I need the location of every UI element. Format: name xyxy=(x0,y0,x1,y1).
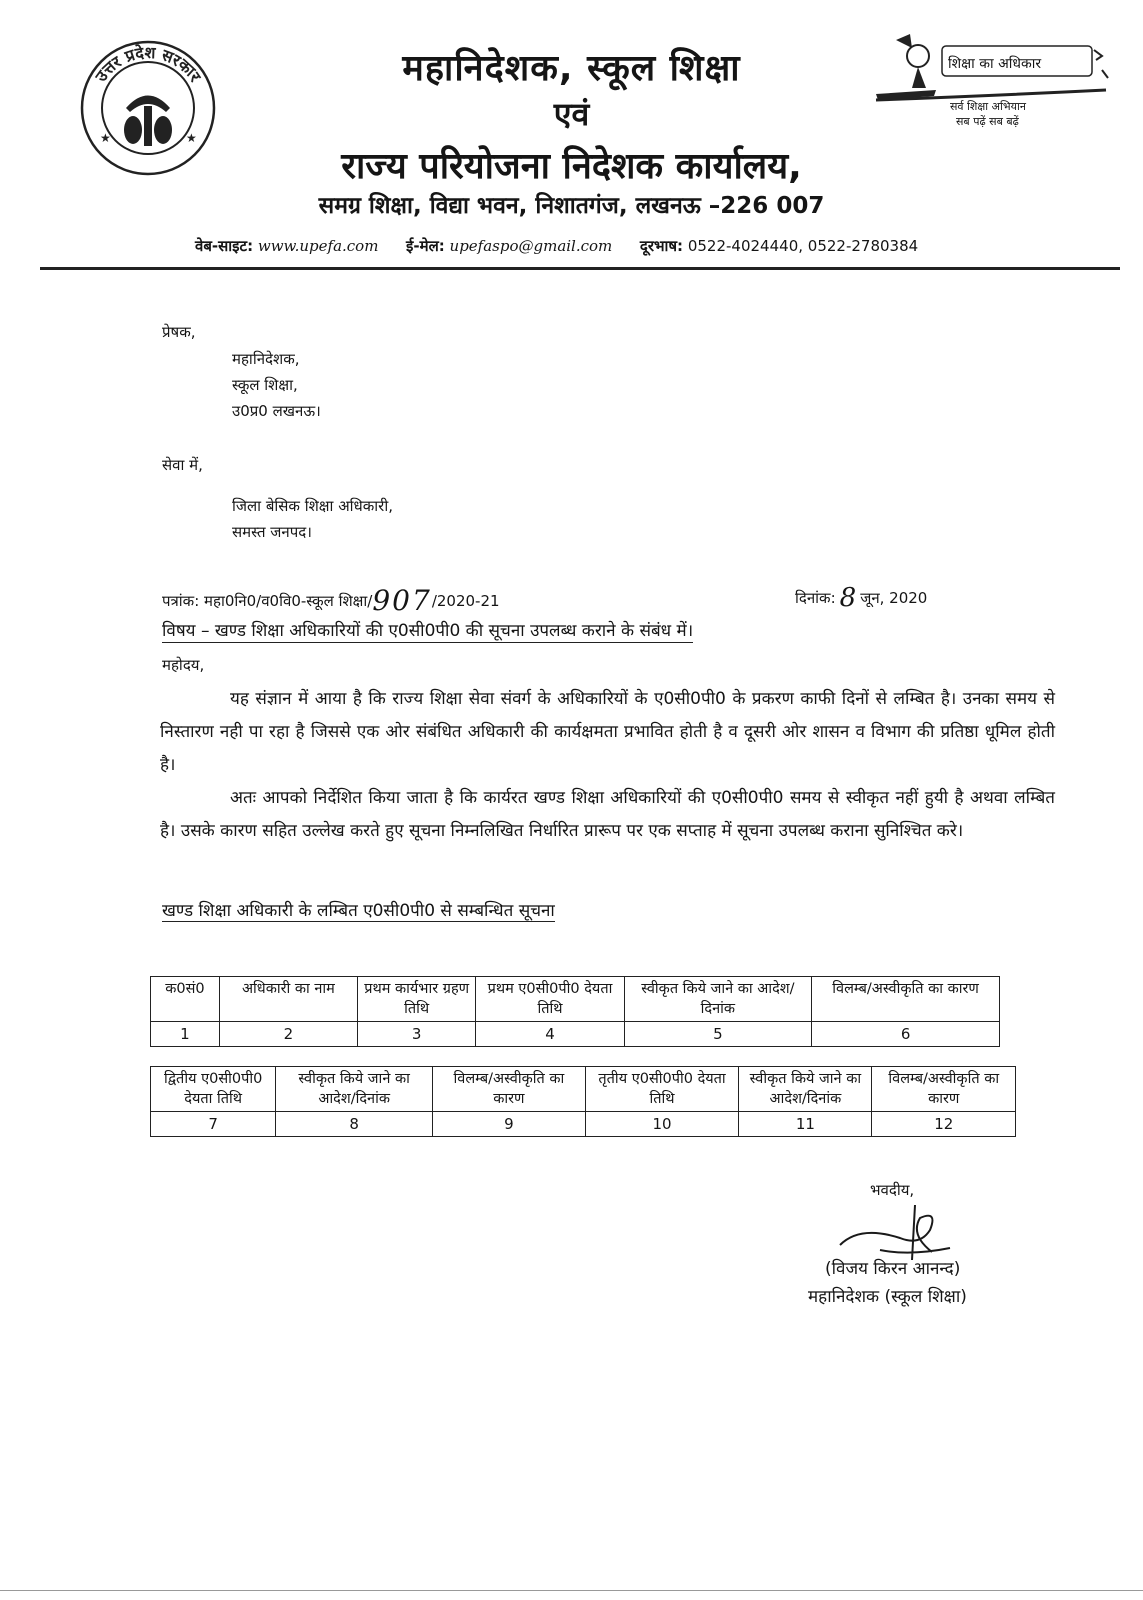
table-header-cell: विलम्ब/अस्वीकृति का कारण xyxy=(812,977,1000,1022)
email-link[interactable]: upefaspo@gmail.com xyxy=(449,237,613,255)
table-header-cell: अधिकारी का नाम xyxy=(219,977,357,1022)
svg-text:★: ★ xyxy=(100,131,111,145)
sender-line2: स्कूल शिक्षा, xyxy=(232,376,298,394)
recipient-label: सेवा में, xyxy=(162,456,203,474)
patrank-prefix: महा0नि0/व0वि0-स्कूल शिक्षा/ xyxy=(204,592,373,610)
email-label: ई-मेल: xyxy=(406,237,445,255)
table-number-row xyxy=(151,1112,1016,1137)
table-header-cell: द्वितीय ए0सी0पी0 देयता तिथि xyxy=(151,1067,276,1112)
sender-label: प्रेषक, xyxy=(162,323,196,341)
table-cell: 9 xyxy=(432,1112,585,1137)
table-header-cell: विलम्ब/अस्वीकृति का कारण xyxy=(432,1067,585,1112)
ssa-slogan-line1: सर्व शिक्षा अभियान xyxy=(950,100,1026,113)
table-cell: 4 xyxy=(476,1022,624,1047)
table-header-cell: विलम्ब/अस्वीकृति का कारण xyxy=(872,1067,1016,1112)
table-cell: 10 xyxy=(585,1112,738,1137)
letter-date xyxy=(795,580,928,613)
acp-table-part1 xyxy=(150,976,1000,1047)
sender-line3: उ0प्र0 लखनऊ। xyxy=(232,402,321,420)
letter-subject: विषय – खण्ड शिक्षा अधिकारियों की ए0सी0पी0 की सूचना उपलब्ध कराने के संबंध में। xyxy=(162,618,693,643)
table-header-cell: तृतीय ए0सी0पी0 देयता तिथि xyxy=(585,1067,738,1112)
table-header-cell: स्वीकृत किये जाने का आदेश/दिनांक xyxy=(739,1067,872,1112)
table-cell: 11 xyxy=(739,1112,872,1137)
date-rest: जून, 2020 xyxy=(860,589,928,607)
table-header-cell: प्रथम कार्यभार ग्रहण तिथि xyxy=(358,977,476,1022)
table-header-cell: प्रथम ए0सी0पी0 देयता तिथि xyxy=(476,977,624,1022)
header-title-line1: महानिदेशक, स्कूल शिक्षा xyxy=(402,48,741,89)
table-header-cell: स्वीकृत किये जाने का आदेश/दिनांक xyxy=(624,977,812,1022)
body-paragraph-1: यह संज्ञान में आया है कि राज्य शिक्षा सेवा संवर्ग के अधिकारियों के ए0सी0पी0 के प्रकरण काफी दिनों से लम्बित है। उनका समय से निस्तारण नही पा रहा है जिससे एक ओर संबंधित अधिकारी की कार्यक्षमता प्रभावित होती है व दूसरी ओर शासन व विभाग की प्रतिष्ठा धूमिल होती है। xyxy=(160,689,1055,775)
page-bottom-edge xyxy=(0,1590,1143,1591)
patrank-number: 907 xyxy=(372,584,432,617)
table-cell: 2 xyxy=(219,1022,357,1047)
header-title-line2: एवं xyxy=(553,95,590,133)
table-header-row xyxy=(151,1067,1016,1112)
contact-line xyxy=(195,236,995,256)
acp-table-part2 xyxy=(150,1066,1016,1137)
table-title: खण्ड शिक्षा अधिकारी के लम्बित ए0सी0पी0 से सम्बन्धित सूचना xyxy=(162,898,555,922)
table-cell: 6 xyxy=(812,1022,1000,1047)
table-cell: 7 xyxy=(151,1112,276,1137)
date-day: 8 xyxy=(839,583,857,613)
table-number-row xyxy=(151,1022,1000,1047)
table-header-cell: क0सं0 xyxy=(151,977,220,1022)
website-label: वेब-साइट: xyxy=(195,237,254,255)
table-header-cell: स्वीकृत किये जाने का आदेश/दिनांक xyxy=(276,1067,433,1112)
website-link[interactable]: www.upefa.com xyxy=(257,237,379,255)
header-divider xyxy=(40,267,1120,270)
signatory-designation: महानिदेशक (स्कूल शिक्षा) xyxy=(808,1287,967,1307)
table-cell: 1 xyxy=(151,1022,220,1047)
recipient-line1: जिला बेसिक शिक्षा अधिकारी, xyxy=(232,497,393,515)
table-cell: 8 xyxy=(276,1112,433,1137)
phone-label: दूरभाष: xyxy=(639,237,684,255)
salutation: महोदय, xyxy=(162,656,205,674)
signatory-name: (विजय किरन आनन्द) xyxy=(825,1259,961,1279)
header-title-line3: राज्य परियोजना निदेशक कार्यालय, xyxy=(341,146,802,187)
patrank-label: पत्रांक: xyxy=(162,592,200,610)
recipient-line2: समस्त जनपद। xyxy=(232,523,312,541)
table-header-row xyxy=(151,977,1000,1022)
ssa-slogan-line2: सब पढ़ें सब बढ़ें xyxy=(956,115,1019,128)
header-address: समग्र शिक्षा, विद्या भवन, निशातगंज, लखनऊ –226 007 xyxy=(318,193,825,219)
phone-number: 0522-4024440, 0522-2780384 xyxy=(687,237,919,255)
body-paragraph-2: अतः आपको निर्देशित किया जाता है कि कार्यरत खण्ड शिक्षा अधिकारियों की ए0सी0पी0 समय से स्वीकृत नहीं हुयी है अथवा लम्बित है। उसके कारण सहित उल्लेख करते हुए सूचना निम्नलिखित निर्धारित प्रारूप पर एक सप्ताह में सूचना उपलब्ध कराना सुनिश्चित करे। xyxy=(160,788,1055,841)
table-cell: 3 xyxy=(358,1022,476,1047)
date-label: दिनांक: xyxy=(795,589,836,607)
rte-logo-text: शिक्षा का अधिकार xyxy=(948,56,1042,72)
svg-text:★: ★ xyxy=(186,131,197,145)
svg-text:उत्तर प्रदेश सरकार: उत्तर प्रदेश सरकार xyxy=(91,42,205,86)
table-cell: 12 xyxy=(872,1112,1016,1137)
sender-line1: महानिदेशक, xyxy=(232,350,300,368)
patrank-suffix: /2020-21 xyxy=(431,592,500,610)
reference-number xyxy=(162,580,500,617)
closing-bhavdiya: भवदीय, xyxy=(870,1181,915,1199)
table-cell: 5 xyxy=(624,1022,812,1047)
